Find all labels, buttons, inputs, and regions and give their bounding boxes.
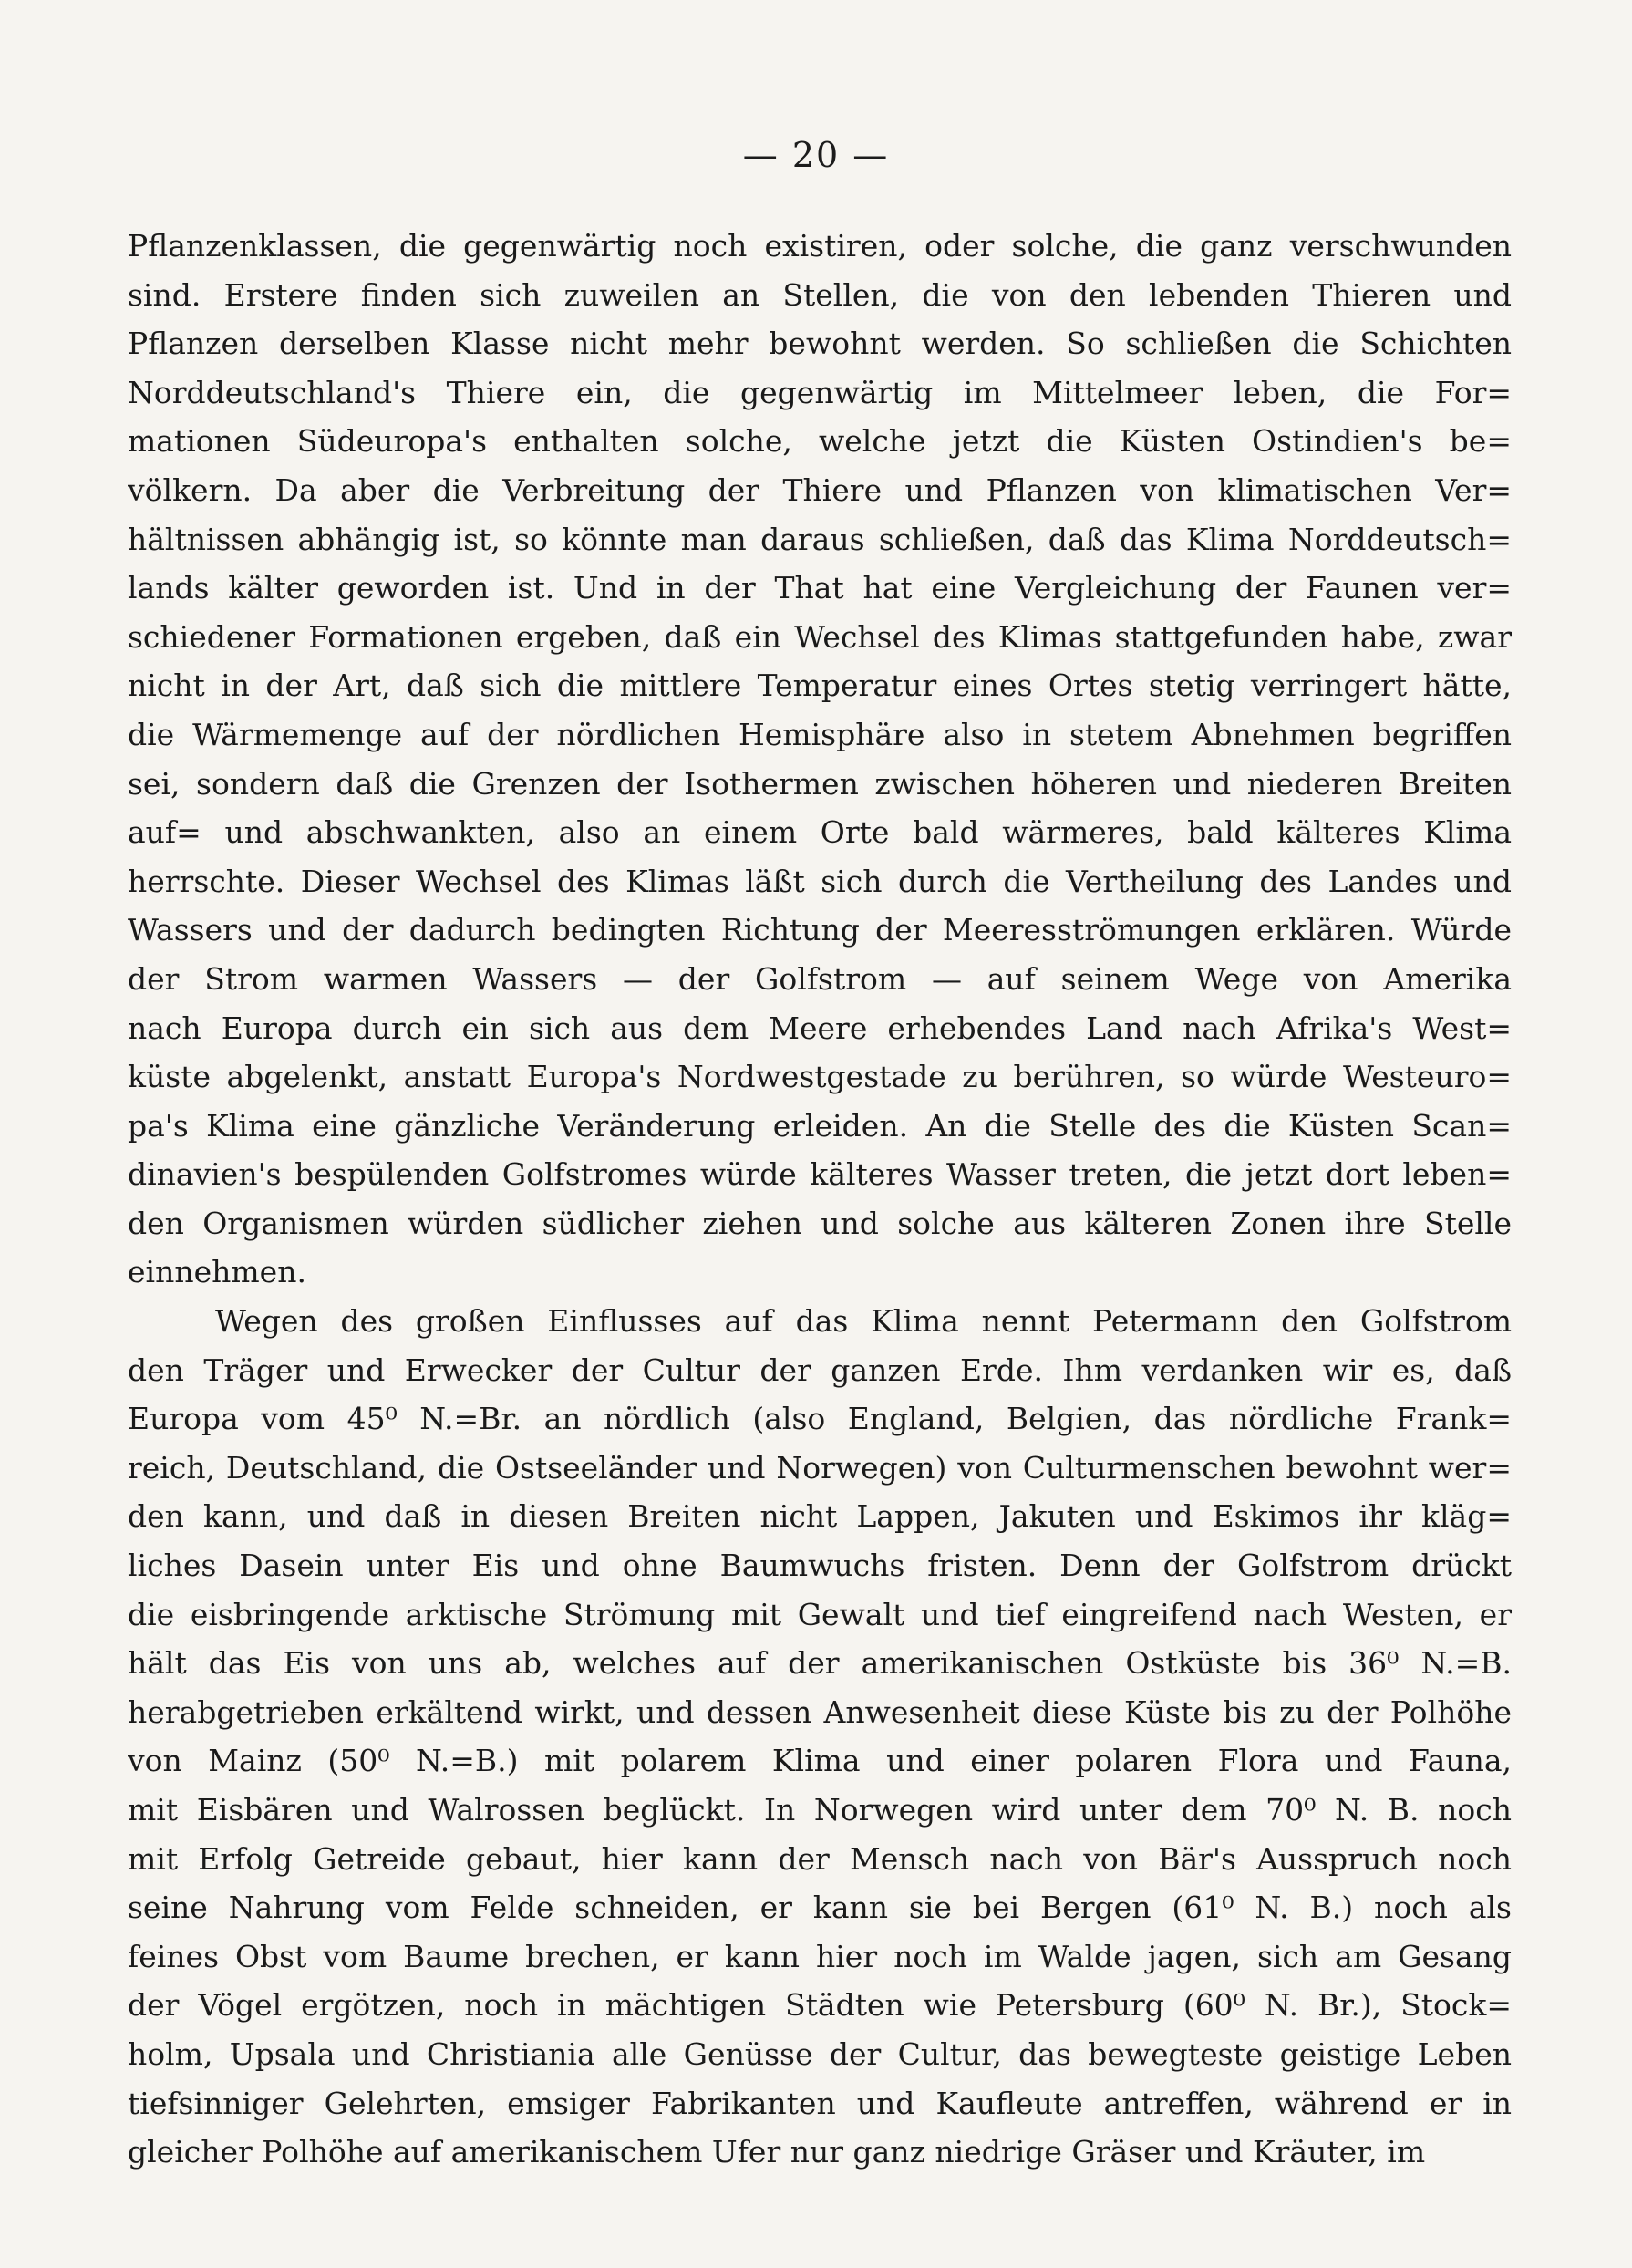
- text-line: pa's Klima eine gänzliche Veränderung erleiden. An die Stelle des die Küsten Scan=: [128, 1107, 1512, 1144]
- text-line: mationen Südeuropa's enthalten solche, welche jetzt die Küsten Ostindien's be=: [128, 423, 1512, 460]
- text-line: hält das Eis von uns ab, welches auf der amerikanischen Ostküste bis 36⁰ N.=B.: [128, 1645, 1512, 1682]
- text-line: völkern. Da aber die Verbreitung der Thiere und Pflanzen von klimatischen Ver=: [128, 471, 1512, 508]
- text-line: Europa vom 45⁰ N.=Br. an nördlich (also England, Belgien, das nördliche Frank=: [128, 1401, 1512, 1437]
- text-line: schiedener Formationen ergeben, daß ein Wechsel des Klimas stattgefunden habe, zwar: [128, 618, 1512, 655]
- text-line: nicht in der Art, daß sich die mittlere Temperatur eines Ortes stetig verringert hätte,: [128, 668, 1512, 704]
- text-line: hältnissen abhängig ist, so könnte man daraus schließen, daß das Klima Norddeutsch=: [128, 521, 1512, 557]
- text-line: herrschte. Dieser Wechsel des Klimas läßt sich durch die Vertheilung des Landes und: [128, 863, 1512, 899]
- text-line: von Mainz (50⁰ N.=B.) mit polarem Klima und einer polaren Flora und Fauna,: [128, 1743, 1512, 1779]
- text-line: der Vögel ergötzen, noch in mächtigen Städten wie Petersburg (60⁰ N. Br.), Stock=: [128, 1987, 1512, 2024]
- text-line: tiefsinniger Gelehrten, emsiger Fabrikanten und Kaufleute antreffen, während er in: [128, 2085, 1512, 2121]
- text-line: den Träger und Erwecker der Cultur der ganzen Erde. Ihm verdanken wir es, daß: [128, 1351, 1512, 1388]
- text-line: holm, Upsala und Christiania alle Genüsse der Cultur, das bewegteste geistige Leben: [128, 2035, 1512, 2072]
- text-line: Pflanzenklassen, die gegenwärtig noch existiren, oder solche, die ganz verschwunden: [128, 228, 1512, 264]
- text-line: reich, Deutschland, die Ostseeländer und Norwegen) von Culturmenschen bewohnt wer=: [128, 1449, 1512, 1486]
- text-line: lands kälter geworden ist. Und in der That hat eine Vergleichung der Faunen ver=: [128, 570, 1512, 606]
- text-line: den Organismen würden südlicher ziehen und solche aus kälteren Zonen ihre Stelle: [128, 1205, 1512, 1241]
- text-line: der Strom warmen Wassers — der Golfstrom — auf seinem Wege von Amerika: [128, 960, 1512, 997]
- text-line: sei, sondern daß die Grenzen der Isothermen zwischen höheren und niederen Breiten: [128, 765, 1512, 802]
- text-line: Pflanzen derselben Klasse nicht mehr bewohnt werden. So schließen die Schichten: [128, 326, 1512, 362]
- body-text: [128, 222, 1512, 2177]
- text-line: einnehmen.: [128, 1254, 306, 1290]
- text-line: mit Erfolg Getreide gebaut, hier kann der Mensch nach von Bär's Ausspruch noch: [128, 1840, 1512, 1877]
- text-line: nach Europa durch ein sich aus dem Meere erhebendes Land nach Afrika's West=: [128, 1010, 1512, 1046]
- text-line: sind. Erstere finden sich zuweilen an Stellen, die von den lebenden Thieren und: [128, 276, 1512, 313]
- text-line: herabgetrieben erkältend wirkt, und dessen Anwesenheit diese Küste bis zu der Polhöhe: [128, 1693, 1512, 1730]
- text-line: dinavien's bespülenden Golfstromes würde kälteres Wasser treten, die jetzt dort leben=: [128, 1156, 1512, 1193]
- text-line: Wegen des großen Einflusses auf das Klima nennt Petermann den Golfstrom: [215, 1303, 1512, 1340]
- text-line: gleicher Polhöhe auf amerikanischem Ufer nur ganz niedrige Gräser und Kräuter, im: [128, 2134, 1426, 2170]
- text-line: mit Eisbären und Walrossen beglückt. In Norwegen wird unter dem 70⁰ N. B. noch: [128, 1792, 1512, 1828]
- text-line: die eisbringende arktische Strömung mit Gewalt und tief eingreifend nach Westen, er: [128, 1596, 1512, 1632]
- text-line: seine Nahrung vom Felde schneiden, er kann sie bei Bergen (61⁰ N. B.) noch als: [128, 1890, 1512, 1926]
- text-line: Wassers und der dadurch bedingten Richtung der Meeresströmungen erklären. Würde: [128, 912, 1512, 948]
- text-line: Norddeutschland's Thiere ein, die gegenwärtig im Mittelmeer leben, die For=: [128, 374, 1512, 410]
- page-number: — 20 —: [742, 135, 890, 175]
- text-line: küste abgelenkt, anstatt Europa's Nordwestgestade zu berühren, so würde Westeuro=: [128, 1059, 1512, 1095]
- text-line: liches Dasein unter Eis und ohne Baumwuchs fristen. Denn der Golfstrom drückt: [128, 1548, 1512, 1584]
- text-line: feines Obst vom Baume brechen, er kann hier noch im Walde jagen, sich am Gesang: [128, 1938, 1512, 1974]
- text-line: den kann, und daß in diesen Breiten nicht Lappen, Jakuten und Eskimos ihr kläg=: [128, 1498, 1512, 1535]
- text-line: auf= und abschwankten, also an einem Orte bald wärmeres, bald kälteres Klima: [128, 814, 1512, 851]
- text-line: die Wärmemenge auf der nördlichen Hemisphäre also in stetem Abnehmen begriffen: [128, 716, 1512, 752]
